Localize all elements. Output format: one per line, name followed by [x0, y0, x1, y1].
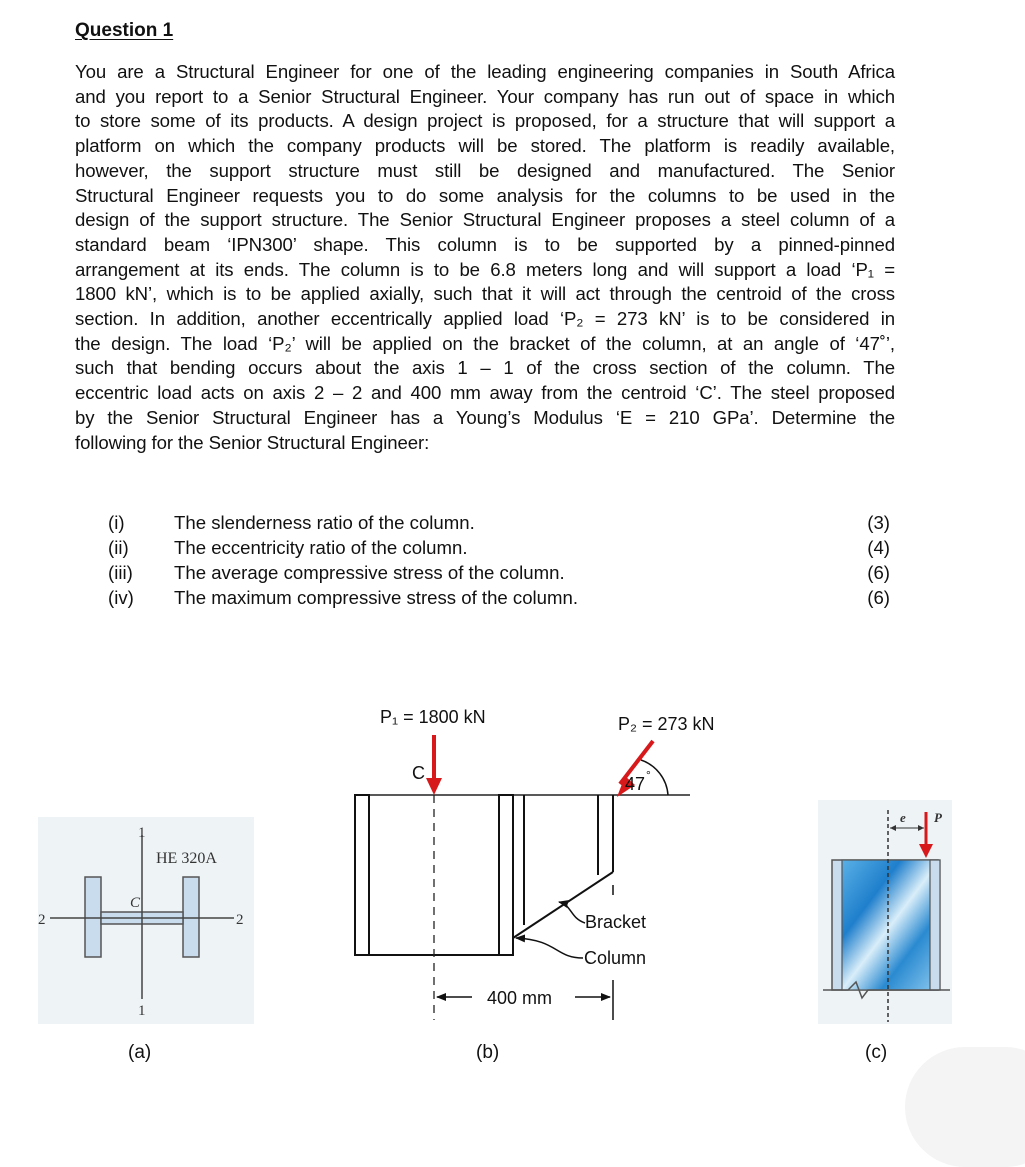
question-title: Question 1 [75, 20, 174, 41]
p2-label: P₂ = 273 kN [618, 714, 715, 734]
sub-question [108, 560, 890, 585]
axis-1-top-label: 1 [138, 825, 146, 841]
paragraph-line: arrangement at its ends. The column is to be 6.8 meters long and will support a load ‘P₁ = [75, 258, 895, 280]
column-flange-left [355, 795, 369, 955]
figure-a-caption: (a) [128, 1042, 152, 1063]
angle-degree-symbol: ° [646, 768, 651, 782]
sub-question [108, 510, 890, 535]
sub-question-text: The maximum compressive stress of the column. [174, 587, 579, 608]
page-corner-decoration [905, 1047, 1025, 1167]
flange-right [183, 877, 199, 957]
bracket-label: Bracket [585, 912, 647, 932]
eccentricity-label: e [900, 810, 906, 825]
column-flange-right [499, 795, 513, 955]
figure-c-eccentric-column [818, 800, 952, 1024]
paragraph-line: and you report to a Senior Structural Engineer. Your company has run out of space in which [75, 85, 895, 107]
axis-1-bottom-label: 1 [138, 1003, 146, 1019]
paragraph-line: section. In addition, another eccentrically applied load ‘P₂ = 273 kN’ is to be considered in [75, 308, 895, 330]
sub-question [108, 585, 890, 610]
sub-question-text: The eccentricity ratio of the column. [174, 537, 468, 558]
paragraph-line: standard beam ‘IPN300’ shape. This column is to be supported by a pinned-pinned [75, 233, 895, 255]
sub-question-number: (ii) [108, 537, 129, 558]
flange-left [85, 877, 101, 957]
sub-question-list [108, 510, 890, 610]
paragraph-line: the design. The load ‘P₂’ will be applied on the bracket of the column, at an angle of ‘47˚’, [75, 332, 895, 354]
paragraph-line: 1800 kN’, which is to be applied axially, such that it will act through the centroid of the cross [75, 283, 895, 305]
centroid-label: C [412, 763, 425, 783]
axis-2-left-label: 2 [38, 912, 46, 928]
paragraph-line: however, the support structure must still be designed and manufactured. The Senior [75, 159, 895, 181]
paragraph-line: such that bending occurs about the axis 1 – 1 of the cross section of the column. The [75, 357, 895, 379]
figure-b-column-bracket [340, 700, 730, 1030]
paragraph-line: following for the Senior Structural Engineer: [75, 431, 430, 453]
sub-question-number: (iv) [108, 587, 134, 608]
sub-question-marks: (3) [867, 512, 890, 533]
sub-question-marks: (6) [867, 562, 890, 583]
load-label: P [934, 810, 942, 825]
paragraph-line: You are a Structural Engineer for one of the leading engineering companies in South Africa [75, 61, 895, 82]
paragraph-line: by the Senior Structural Engineer has a Young’s Modulus ‘E = 210 GPa’. Determine the [75, 406, 895, 428]
axis-2-right-label: 2 [236, 912, 244, 928]
paragraph-line: to store some of its products. A design project is proposed, for a structure that will support a [75, 110, 895, 132]
section-label: HE 320A [156, 850, 217, 867]
paragraph-line: platform on which the company products will be stored. The platform is readily available, [75, 135, 895, 157]
sub-question-number: (iii) [108, 562, 133, 583]
sub-question-marks: (4) [867, 537, 890, 558]
column-web-face [842, 860, 940, 990]
column-label: Column [584, 948, 647, 968]
question-paragraph [75, 60, 895, 455]
figure-b-caption: (b) [476, 1042, 500, 1063]
paragraph-line: design of the support structure. The Senior Structural Engineer proposes a steel column of a [75, 209, 895, 231]
paragraph-line: eccentric load acts on axis 2 – 2 and 400 mm away from the centroid ‘C’. The steel proposed [75, 382, 895, 404]
paragraph-line: Structural Engineer requests you to do some analysis for the columns to be used in the [75, 184, 895, 206]
sub-question [108, 535, 890, 560]
figure-c-caption: (c) [865, 1042, 888, 1063]
centroid-label: C [130, 895, 141, 911]
sub-question-text: The slenderness ratio of the column. [174, 512, 475, 533]
dimension-label: 400 mm [487, 988, 553, 1008]
sub-question-text: The average compressive stress of the column. [174, 562, 565, 583]
p1-label: P₁ = 1800 kN [380, 707, 486, 727]
figure-a-cross-section [38, 817, 254, 1024]
sub-question-marks: (6) [867, 587, 890, 608]
angle-label: 47 [625, 774, 646, 794]
sub-question-number: (i) [108, 512, 125, 533]
